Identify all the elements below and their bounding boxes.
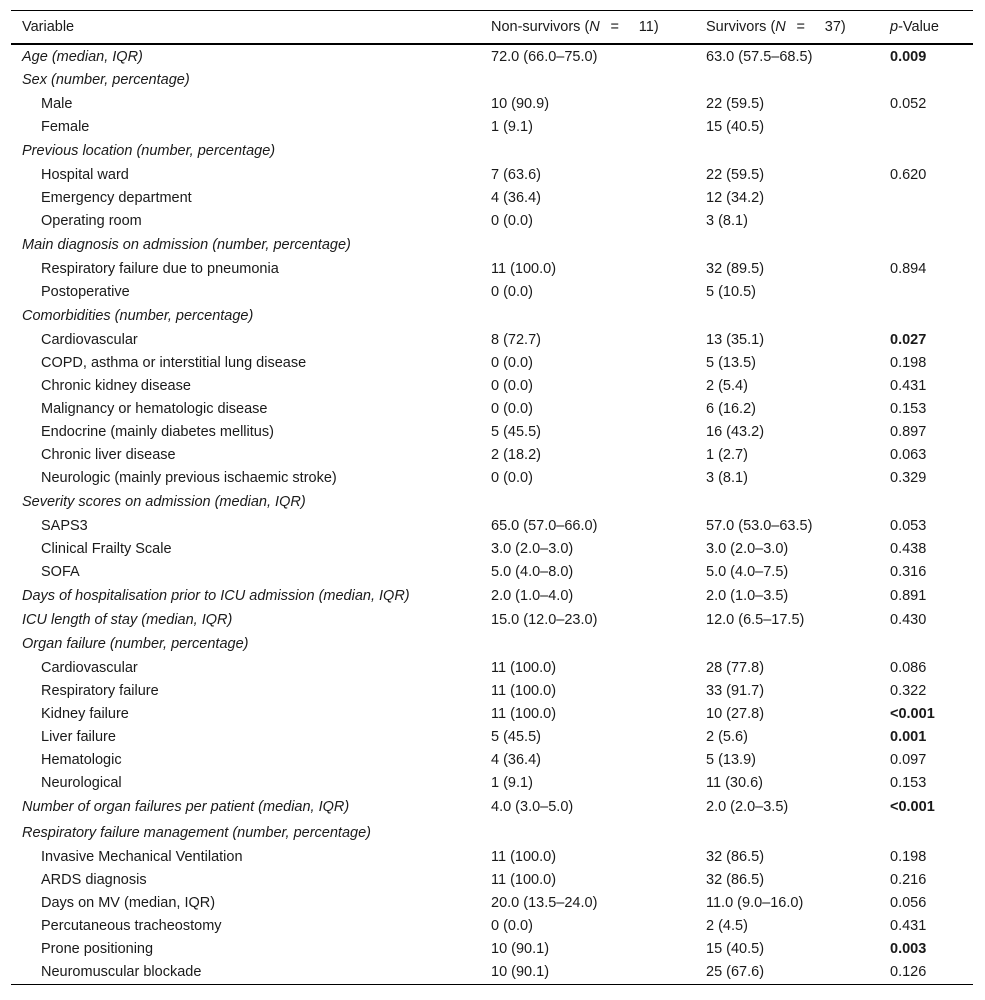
survivors-cell: 12.0 (6.5–17.5)	[706, 611, 805, 628]
nonsurvivors-cell: 15.0 (12.0–23.0)	[491, 611, 598, 628]
survivors-cell: 3 (8.1)	[706, 212, 748, 229]
table-row	[11, 303, 973, 328]
pvalue-cell: 0.052	[890, 95, 927, 112]
table-row	[11, 115, 973, 138]
row-label: Sex (number, percentage)	[22, 72, 190, 88]
row-label: Prone positioning	[41, 940, 154, 957]
row-label: Hospital ward	[41, 166, 129, 183]
table-row	[11, 186, 973, 209]
nonsurvivors-cell: 11 (100.0)	[491, 705, 557, 722]
table-row	[11, 443, 973, 466]
nonsurvivors-cell: 8 (72.7)	[491, 331, 541, 348]
survivors-cell: 15 (40.5)	[706, 940, 765, 957]
pvalue-cell: 0.322	[890, 682, 927, 699]
pvalue-cell: 0.153	[890, 774, 927, 791]
table-row	[11, 280, 973, 303]
table-row	[11, 351, 973, 374]
table-row	[11, 560, 973, 583]
pvalue-cell: 0.056	[890, 894, 927, 911]
pvalue-cell	[879, 209, 973, 232]
nonsurvivors-cell	[480, 631, 695, 656]
pvalue-cell	[879, 303, 973, 328]
nonsurvivors-cell: 10 (90.9)	[491, 95, 550, 112]
survivors-cell: 13 (35.1)	[706, 331, 765, 348]
nonsurvivors-cell: 5 (45.5)	[491, 728, 541, 745]
nonsurvivors-cell	[480, 820, 695, 845]
row-label: SOFA	[41, 563, 80, 580]
survivors-cell: 16 (43.2)	[706, 423, 765, 440]
table-row	[11, 960, 973, 984]
pvalue-cell: 0.216	[890, 871, 927, 888]
nonsurvivors-cell: 11 (100.0)	[491, 260, 557, 277]
row-label: COPD, asthma or interstitial lung disease	[41, 354, 307, 371]
survivors-cell: 2 (5.6)	[706, 728, 748, 745]
row-label: Organ failure (number, percentage)	[22, 635, 249, 652]
pvalue-cell	[879, 280, 973, 303]
table-row	[11, 794, 973, 820]
nonsurvivors-cell: 65.0 (57.0–66.0)	[491, 517, 598, 534]
row-label: SAPS3	[41, 517, 88, 534]
pvalue-cell: 0.430	[890, 611, 927, 628]
survivors-cell	[695, 232, 879, 257]
survivors-cell: 5 (13.5)	[706, 354, 756, 371]
row-label: Main diagnosis on admission (number, percentage)	[22, 236, 351, 253]
table-row	[11, 608, 973, 631]
pvalue-cell	[879, 631, 973, 656]
nonsurvivors-cell: 4 (36.4)	[491, 189, 541, 206]
table-row	[11, 138, 973, 163]
nonsurvivors-cell: 0 (0.0)	[491, 469, 533, 486]
table-row	[11, 631, 973, 656]
pvalue-cell	[879, 489, 973, 514]
table-row	[11, 209, 973, 232]
table-row	[11, 771, 973, 794]
row-label: Days on MV (median, IQR)	[41, 894, 216, 911]
pvalue-cell: 0.198	[890, 848, 927, 865]
table-row	[11, 914, 973, 937]
nonsurvivors-cell: 4.0 (3.0–5.0)	[491, 799, 574, 815]
table-row	[11, 163, 973, 186]
row-label: Comorbidities (number, percentage)	[22, 307, 254, 324]
header-pvalue: p-Value	[879, 11, 973, 45]
row-label: Percutaneous tracheostomy	[41, 917, 222, 934]
pvalue-cell: 0.431	[890, 377, 927, 394]
nonsurvivors-cell: 72.0 (66.0–75.0)	[491, 48, 598, 65]
pvalue-cell: 0.431	[890, 917, 927, 934]
survivors-cell: 32 (86.5)	[706, 848, 765, 865]
nonsurvivors-cell: 0 (0.0)	[491, 354, 533, 371]
survivors-cell: 1 (2.7)	[706, 446, 748, 463]
nonsurvivors-cell	[480, 303, 695, 328]
pvalue-cell: 0.894	[890, 260, 927, 277]
row-label: Number of organ failures per patient (median, IQR)	[22, 799, 350, 815]
table-row	[11, 489, 973, 514]
nonsurvivors-cell: 2 (18.2)	[491, 446, 541, 463]
pvalue-cell: 0.063	[890, 446, 927, 463]
table-row	[11, 748, 973, 771]
survivors-cell: 32 (89.5)	[706, 260, 765, 277]
survivors-cell: 2 (4.5)	[706, 917, 748, 934]
pvalue-cell: 0.086	[890, 659, 927, 676]
pvalue-cell	[879, 820, 973, 845]
nonsurvivors-cell: 11 (100.0)	[491, 848, 557, 865]
pvalue-cell	[879, 115, 973, 138]
row-label: Operating room	[41, 212, 142, 229]
row-label: Previous location (number, percentage)	[22, 142, 276, 159]
survivors-cell: 11.0 (9.0–16.0)	[706, 894, 804, 911]
header-row	[11, 11, 973, 45]
pvalue-cell: 0.001	[890, 728, 927, 745]
row-label: Emergency department	[41, 189, 192, 206]
table-row	[11, 679, 973, 702]
row-label: Clinical Frailty Scale	[41, 540, 172, 557]
pvalue-cell: <0.001	[890, 799, 935, 815]
survivors-cell: 22 (59.5)	[706, 95, 765, 112]
nonsurvivors-cell: 5 (45.5)	[491, 423, 541, 440]
nonsurvivors-cell: 1 (9.1)	[491, 774, 533, 791]
table-row	[11, 537, 973, 560]
survivors-cell: 12 (34.2)	[706, 189, 765, 206]
table-row	[11, 868, 973, 891]
row-label: Kidney failure	[41, 705, 129, 722]
row-label: Neurological	[41, 774, 122, 791]
pvalue-cell: 0.897	[890, 423, 927, 440]
row-label: Respiratory failure	[41, 682, 159, 699]
row-label: Age (median, IQR)	[22, 48, 143, 65]
pvalue-cell	[879, 68, 973, 92]
row-label: Male	[41, 95, 73, 112]
nonsurvivors-cell	[480, 138, 695, 163]
row-label: Days of hospitalisation prior to ICU admission (median, IQR)	[22, 587, 410, 604]
row-label: Cardiovascular	[41, 659, 138, 676]
pvalue-cell: 0.003	[890, 940, 927, 957]
table-row	[11, 397, 973, 420]
row-label: Chronic liver disease	[41, 446, 176, 463]
table-row	[11, 328, 973, 351]
table-row	[11, 583, 973, 608]
survivors-cell: 6 (16.2)	[706, 400, 756, 417]
survivors-cell: 5 (10.5)	[706, 283, 756, 300]
table-row	[11, 44, 973, 68]
survivors-cell	[695, 138, 879, 163]
pvalue-cell	[879, 138, 973, 163]
table-row	[11, 656, 973, 679]
pvalue-cell: 0.153	[890, 400, 927, 417]
row-label: Respiratory failure due to pneumonia	[41, 260, 279, 277]
survivors-cell: 25 (67.6)	[695, 960, 879, 984]
survivors-cell: 5 (13.9)	[706, 751, 756, 768]
pvalue-cell: 0.053	[890, 517, 927, 534]
nonsurvivors-cell: 11 (100.0)	[491, 659, 557, 676]
survivors-cell: 2 (5.4)	[706, 377, 748, 394]
row-label: Severity scores on admission (median, IQR)	[22, 493, 306, 510]
row-label: Hematologic	[41, 751, 122, 768]
nonsurvivors-cell: 11 (100.0)	[491, 871, 557, 888]
table-row	[11, 702, 973, 725]
survivors-cell: 63.0 (57.5–68.5)	[706, 48, 813, 65]
pvalue-cell	[879, 186, 973, 209]
pvalue-cell: 0.009	[890, 48, 927, 65]
row-label: ICU length of stay (median, IQR)	[22, 611, 233, 628]
nonsurvivors-cell: 3.0 (2.0–3.0)	[491, 540, 574, 557]
table-row	[11, 92, 973, 115]
table-container	[11, 10, 973, 985]
survivors-cell: 3.0 (2.0–3.0)	[706, 540, 789, 557]
survivors-cell: 10 (27.8)	[706, 705, 765, 722]
nonsurvivors-cell	[480, 232, 695, 257]
survivors-cell: 2.0 (1.0–3.5)	[706, 587, 789, 604]
row-label: ARDS diagnosis	[41, 871, 147, 888]
results-table	[11, 10, 973, 985]
row-label: Female	[41, 118, 90, 135]
nonsurvivors-cell: 5.0 (4.0–8.0)	[491, 563, 574, 580]
nonsurvivors-cell: 7 (63.6)	[491, 166, 541, 183]
header-nonsurvivors: Non-survivors (N = 11)	[480, 11, 695, 45]
survivors-cell: 32 (86.5)	[706, 871, 765, 888]
survivors-cell	[695, 631, 879, 656]
survivors-cell	[695, 489, 879, 514]
pvalue-cell: 0.438	[890, 540, 927, 557]
table-row	[11, 374, 973, 397]
header-survivors: Survivors (N = 37)	[695, 11, 879, 45]
pvalue-cell: 0.027	[890, 331, 927, 348]
table-row	[11, 937, 973, 960]
table-row	[11, 466, 973, 489]
pvalue-cell: 0.329	[890, 469, 927, 486]
table-body	[11, 44, 973, 984]
survivors-cell	[695, 303, 879, 328]
nonsurvivors-cell: 11 (100.0)	[491, 682, 557, 699]
table-row	[11, 891, 973, 914]
nonsurvivors-cell: 0 (0.0)	[491, 283, 533, 300]
pvalue-cell: 0.316	[890, 563, 927, 580]
survivors-cell: 2.0 (2.0–3.5)	[706, 799, 789, 815]
row-label: Respiratory failure management (number, percentage)	[22, 824, 371, 841]
pvalue-cell: 0.620	[890, 166, 927, 183]
table-row	[11, 820, 973, 845]
row-label: Neurologic (mainly previous ischaemic stroke)	[41, 469, 337, 486]
table-header	[11, 11, 973, 45]
table-row	[11, 845, 973, 868]
row-label: Endocrine (mainly diabetes mellitus)	[41, 423, 274, 440]
header-variable: Variable	[11, 11, 480, 45]
nonsurvivors-cell	[480, 489, 695, 514]
survivors-cell	[695, 820, 879, 845]
table-row	[11, 257, 973, 280]
pvalue-cell: 0.891	[890, 587, 927, 604]
nonsurvivors-cell: 0 (0.0)	[491, 917, 533, 934]
table-row	[11, 725, 973, 748]
survivors-cell: 33 (91.7)	[706, 682, 765, 699]
pvalue-cell	[879, 232, 973, 257]
row-label: Cardiovascular	[41, 331, 138, 348]
pvalue-cell: 0.126	[879, 960, 973, 984]
nonsurvivors-cell: 4 (36.4)	[491, 751, 541, 768]
row-label: Malignancy or hematologic disease	[41, 400, 268, 417]
survivors-cell: 28 (77.8)	[706, 659, 765, 676]
row-label: Chronic kidney disease	[41, 377, 191, 394]
pvalue-cell: <0.001	[890, 705, 935, 722]
nonsurvivors-cell: 1 (9.1)	[491, 118, 533, 135]
nonsurvivors-cell: 10 (90.1)	[491, 940, 550, 957]
row-label: Neuromuscular blockade	[11, 960, 480, 984]
pvalue-cell: 0.198	[890, 354, 927, 371]
row-label: Invasive Mechanical Ventilation	[41, 848, 243, 865]
survivors-cell	[695, 68, 879, 92]
survivors-cell: 15 (40.5)	[706, 118, 765, 135]
survivors-cell: 3 (8.1)	[706, 469, 748, 486]
pvalue-cell: 0.097	[890, 751, 927, 768]
row-label: Liver failure	[41, 728, 116, 745]
survivors-cell: 57.0 (53.0–63.5)	[706, 517, 813, 534]
nonsurvivors-cell	[480, 68, 695, 92]
table-row	[11, 514, 973, 537]
nonsurvivors-cell: 0 (0.0)	[491, 377, 533, 394]
nonsurvivors-cell: 2.0 (1.0–4.0)	[491, 587, 574, 604]
nonsurvivors-cell: 0 (0.0)	[491, 400, 533, 417]
row-label: Postoperative	[41, 283, 130, 300]
table-row	[11, 68, 973, 92]
survivors-cell: 22 (59.5)	[706, 166, 765, 183]
nonsurvivors-cell: 0 (0.0)	[491, 212, 533, 229]
table-row	[11, 420, 973, 443]
survivors-cell: 11 (30.6)	[706, 774, 763, 791]
table-row	[11, 232, 973, 257]
survivors-cell: 5.0 (4.0–7.5)	[706, 563, 789, 580]
nonsurvivors-cell: 20.0 (13.5–24.0)	[491, 894, 598, 911]
nonsurvivors-cell: 10 (90.1)	[480, 960, 695, 984]
